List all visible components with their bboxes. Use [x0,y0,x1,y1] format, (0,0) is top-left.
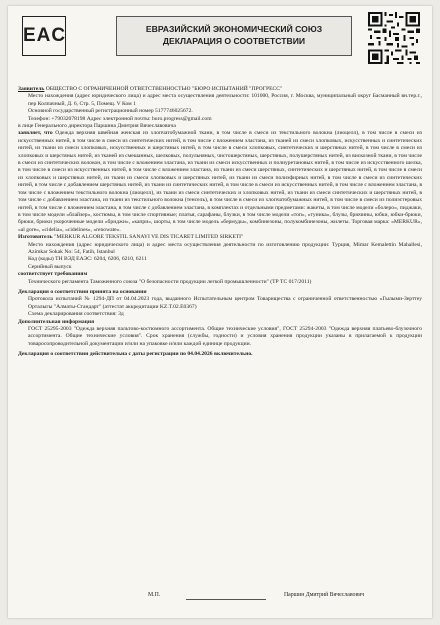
serial-production: Серийный выпуск [28,263,72,270]
additional-info-label: Дополнительная информация [18,318,95,325]
basis-text: Протокола испытаний № 1294-ДП от 04.04.2023 года, выданного Испытательным центром Товарищества с ограниченной ответственностью «Гылыми-Зерттеу Орталыгы "Алматы-Стандарт" (аттестат аккредитации KZ.T.02.E0367) [28,296,422,310]
compliance-label: соответствует требованиям [18,271,88,278]
represented-by: в лице Генерального директора Паршина Дмитрия Вячеславовича [18,123,176,130]
technical-regulation: Технического регламента Таможенного союза "О безопасности продукции легкой промышленности" (ТР ТС 017/2011) [28,278,312,285]
stamp-place-label: М.П. [148,592,161,598]
qr-code-icon [368,12,420,64]
applicant-name: ОБЩЕСТВО С ОГРАНИЧЕННОЙ ОТВЕТСТВЕННОСТЬЮ "БЮРО ИСПЫТАНИЙ "ПРОГРЕСС" [45,86,283,92]
applicant-address: Место нахождения (адрес юридического лица) и адрес места осуществления деятельности: 101000, Россия, г. Москва, муниципальный округ Басманный вн.тер.г., пер Колпачный, Д. 6, Стр. 5, Помещ. V Ком 1 [28,93,422,107]
additional-info-text: ГОСТ 25295-2003 "Одежда верхняя пальтово-костюмного ассортимента. Общие технические условия", ГОСТ 25294-2003 "Одежда верхняя платьево-блузочного ассортимента. Общие технические условия". Срок хранения (службы, годности) и условия хранения продукции указаны в прилагаемой к продукции товаросопроводительной документации и/или на упаковке и/или каждой единице продукции. [28,326,422,347]
manufacturer-label: Изготовитель [18,234,53,241]
declaration-product [18,130,422,234]
product-description: Одежда верхняя швейная женская из хлопчатобумажной ткани, в том числе в смеси из текстильного волокна (лиоцелл), в том числе в смеси из искусственных нитей, в том числе в смеси из синтетических нитей, в том числе с вложением эластана, из тканей из смеси хлопковых, искусственных и синтетических нитей, из ткани из смеси хлопковых, искусственных и шерстяных нитей, в том числе в смеси хлопковых, синтетических и шерстяных нитей, в том числе в смеси из хлопковых и шерстяных нитей, из тканей из смешанных, шелковых, полульняных, чистошерстяных, шерстяных, полушерстяных нитей, из вискозной ткани, в том числе в смеси из синтетических волокон, в том числе с вложением эластана, из ткани из смеси искусственных и полиуретановых нитей, в том числе из искусственного шелка, в том числе в смеси из искусственных нитей, в том числе с вложением эластана, из ткани из смеси шерстяных, синтетических и шерстяных нитей, в том числе в смеси из хлопковых и шерстяных нитей, из ткани из смеси хлопковых и шерстяных нитей, из ткани из смеси полиэфирных нитей, в том числе в смеси из синтетических нитей, в том числе с добавлением шерстяных нитей, из ткани из синтетических нитей, в том числе в смеси из искусственных нитей, в том числе с вложением эластана, в том числе с вложением текстильного волокна (лиоцелл), из ткани из смеси синтетических и хлопковых нитей, из ткани из смеси синтетических и шерстяных нитей, в том числе с добавлением эластана, из ткани из текстильного волокна (тенсель), в том числе в смеси из хлопчатобумажных нитей, в том числе в смеси из полиэстеровых нитей, в том числе с вложением эластана, в том числе с добавлением эластана, в комплектах и отдельными предметами: жакеты, в том числе модели «болеро», пиджаки, в том числе модели «блайзер», костюмы, в том числе спортивные; платья, сарафаны, блузки, в том числе модели «топ», «туника», блузы, брючины, юбки, юбки-брюки, брюки, брюки укороченные модели «бриджи», «капри», шорты, в том числе модель «бермуды», комбинезоны, полукомбинезоны, жилеты. Торговая марка: «MERKUR», «al gore», «cidelia», «cidelines», «renowate». [18,130,422,233]
declares-label: заявляет, что [18,130,53,137]
header-union-title: ЕВРАЗИЙСКИЙ ЭКОНОМИЧЕСКИЙ СОЮЗ [145,24,323,34]
header-document-title: ДЕКЛАРАЦИЯ О СООТВЕТСТВИИ [162,36,306,46]
eac-logo: EAC [22,16,66,56]
basis-label: Декларация о соответствии принята на основании [18,288,147,295]
validity-statement: Декларация о соответствии действительна с даты регистрации по 04.04.2026 включительно. [18,351,253,358]
applicant-ogrn: Основной государственный регистрационный номер 5177746025672. [28,108,193,115]
signature-block [18,590,422,604]
declaration-body [18,86,422,359]
applicant-contacts: Телефон: +79032078198 Адрес электронной почты: buro.progress@gmail.com [28,115,212,122]
manufacturer-name: "MERKUR ALGORE TEKSTIL SANAYI VE DIS TICARET LIMITED SIRKETI" [54,234,244,241]
manufacturer-line [18,234,422,241]
signatory-name: Паршин Дмитрий Вячеславович [284,592,365,598]
document-header [116,16,352,56]
tn-ved-codes: Код (коды) ТН ВЭД ЕАЭС: 6204, 6206, 6210, 6211 [28,256,147,263]
manufacturer-address: Место нахождения (адрес юридического лица) и адрес места осуществления деятельности по изготовлению продукции: Турция, Mimar Kemalettin Mahallesi, Azimkar Sokak No: 54, Fatih, Istanbul [28,241,422,255]
declaration-document [8,6,432,618]
applicant-label: Заявитель [18,86,45,92]
signature-line [186,599,266,600]
declaration-scheme: Схема декларирования соответствия: 3д [28,311,124,318]
